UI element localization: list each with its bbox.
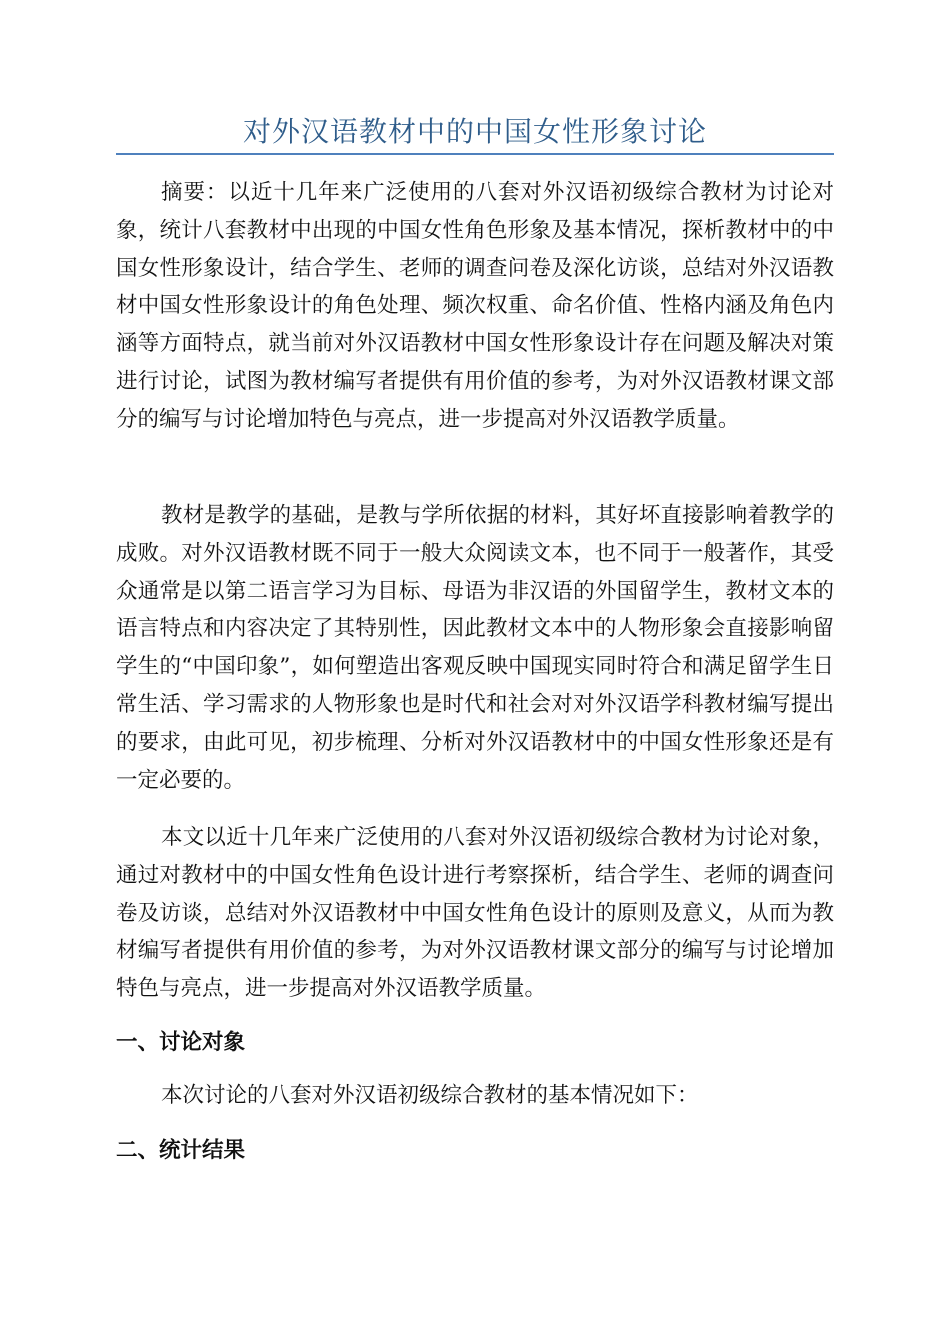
section-heading-1: 一、讨论对象	[116, 1030, 246, 1055]
abstract-paragraph: 摘要：以近十几年来广泛使用的八套对外汉语初级综合教材为讨论对象，统计八套教材中出现的中国女性角色形象及基本情况，探析教材中的中国女性形象设计，结合学生、老师的调查问卷及深化访谈，总结对外汉语教材中国女性形象设计的角色处理、频次权重、命名价值、性格内涵及角色内涵等方面特点，就当前对外汉语教材中国女性形象设计存在问题及解决对策进行讨论，试图为教材编写者提供有用价值的参考，为对外汉语教材课文部分的编写与讨论增加特色与亮点，进一步提高对外汉语教学质量。	[116, 180, 834, 432]
title-underline	[116, 153, 834, 155]
section-heading-2: 二、统计结果	[116, 1138, 246, 1163]
document-title: 对外汉语教材中的中国女性形象讨论	[242, 115, 707, 148]
body-paragraph-3: 本次讨论的八套对外汉语初级综合教材的基本情况如下：	[161, 1083, 699, 1108]
body-paragraph-1: 教材是教学的基础，是教与学所依据的材料，其好坏直接影响着教学的成败。对外汉语教材既不同于一般大众阅读文本，也不同于一般著作，其受众通常是以第二语言学习为目标、母语为非汉语的外国留学生，教材文本的语言特点和内容决定了其特别性，因此教材文本中的人物形象会直接影响留学生的“中国印象”，如何塑造出客观反映中国现实同时符合和满足留学生日常生活、学习需求的人物形象也是时代和社会对对外汉语学科教材编写提出的要求，由此可见，初步梳理、分析对外汉语教材中的中国女性形象还是有一定必要的。	[116, 503, 834, 793]
body-paragraph-2: 本文以近十几年来广泛使用的八套对外汉语初级综合教材为讨论对象，通过对教材中的中国女性角色设计进行考察探析，结合学生、老师的调查问卷及访谈，总结对外汉语教材中中国女性角色设计的原则及意义，从而为教材编写者提供有用价值的参考，为对外汉语教材课文部分的编写与讨论增加特色与亮点，进一步提高对外汉语教学质量。	[116, 825, 834, 1002]
